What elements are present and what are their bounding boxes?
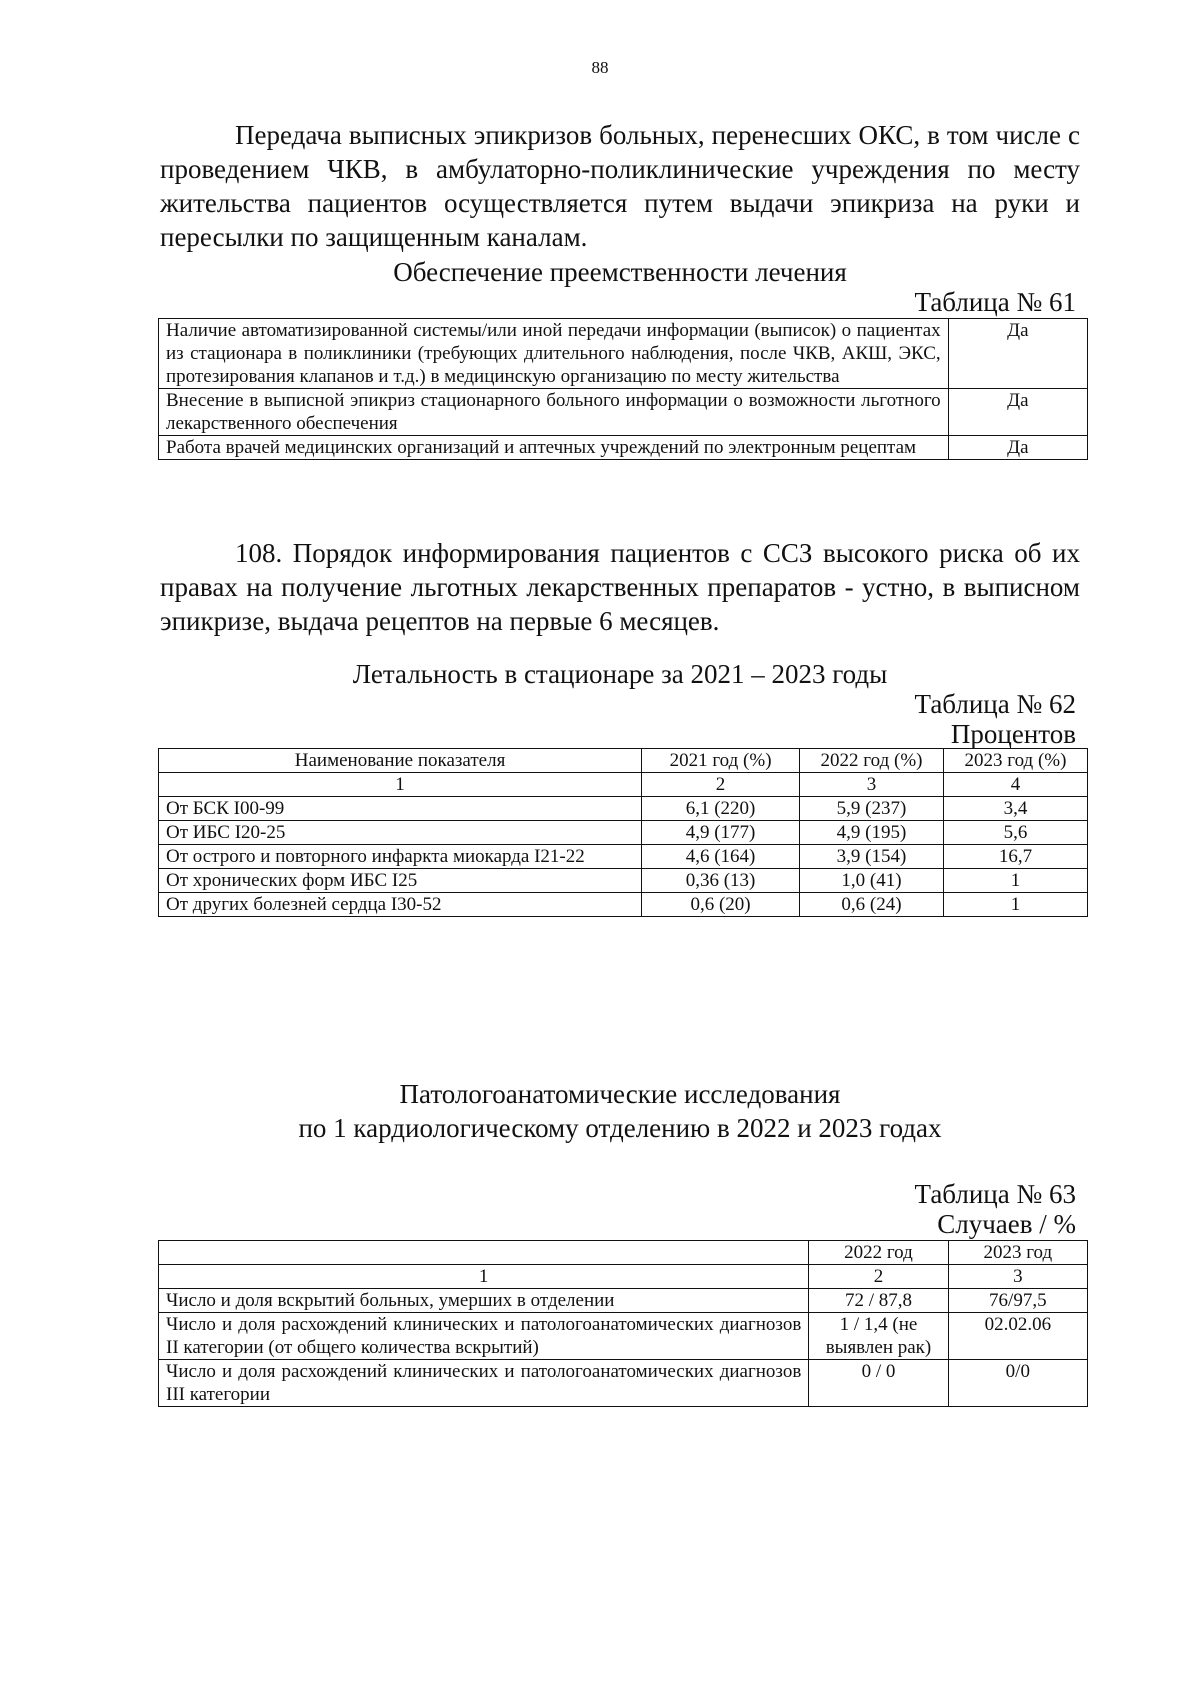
- table-cell: Число и доля расхождений клинических и патологоанатомических диагнозов III категории: [159, 1360, 809, 1407]
- table-row: [159, 389, 1088, 436]
- table-cell: Число и доля вскрытий больных, умерших в отделении: [159, 1289, 809, 1313]
- table-cell: От БСК I00-99: [159, 797, 642, 821]
- table63-label: Таблица № 63: [914, 1179, 1076, 1209]
- table-row: [159, 845, 1088, 869]
- table-row: [159, 436, 1088, 460]
- table63-title-line2: по 1 кардиологическому отделению в 2022 и 2023 годах: [298, 1113, 942, 1143]
- table-cell: 2: [642, 773, 800, 797]
- table-cell: Работа врачей медицинских организаций и аптечных учреждений по электронным рецептам: [159, 436, 949, 460]
- table-cell: 6,1 (220): [642, 797, 800, 821]
- table-cell: 0,6 (24): [800, 893, 944, 917]
- table63-title-line1: Патологоанатомические исследования: [399, 1079, 841, 1109]
- table61-title: Обеспечение преемственности лечения: [393, 257, 847, 287]
- table62-title: Летальность в стационаре за 2021 – 2023 годы: [352, 659, 888, 689]
- table-row: [159, 893, 1088, 917]
- table-row: [159, 821, 1088, 845]
- table-cell: 3: [800, 773, 944, 797]
- table62: [158, 748, 1088, 917]
- table-header-cell: Наименование показателя: [159, 749, 642, 773]
- table-row: [159, 319, 1088, 389]
- table-cell: 5,6: [944, 821, 1088, 845]
- table-cell: От других болезней сердца I30-52: [159, 893, 642, 917]
- table-cell: 76/97,5: [948, 1289, 1087, 1313]
- table61: [158, 318, 1088, 460]
- table-cell: От хронических форм ИБС I25: [159, 869, 642, 893]
- table-row: [159, 1360, 1088, 1407]
- table-header-cell: 2023 год: [948, 1241, 1087, 1265]
- table-header-row: [159, 749, 1088, 773]
- table-cell: 1: [944, 869, 1088, 893]
- table62-unit: Процентов: [950, 719, 1076, 749]
- table-cell: 16,7: [944, 845, 1088, 869]
- table-header-cell: 2021 год (%): [642, 749, 800, 773]
- table63-unit: Случаев / %: [937, 1209, 1076, 1239]
- table-row: [159, 869, 1088, 893]
- table-cell: 0,6 (20): [642, 893, 800, 917]
- table-cell: 3: [948, 1265, 1087, 1289]
- table-cell: 3,4: [944, 797, 1088, 821]
- table-cell: Да: [948, 389, 1087, 436]
- table-cell: От острого и повторного инфаркта миокарда I21-22: [159, 845, 642, 869]
- table-cell: 1: [159, 773, 642, 797]
- table-cell: 3,9 (154): [800, 845, 944, 869]
- table63: [158, 1240, 1088, 1407]
- table-cell: 02.02.06: [948, 1313, 1087, 1360]
- table-header-cell: [159, 1241, 809, 1265]
- table-cell: 0,36 (13): [642, 869, 800, 893]
- table-cell: 1 / 1,4 (не выявлен рак): [809, 1313, 948, 1360]
- table-cell: 0/0: [948, 1360, 1087, 1407]
- table-header-cell: 2023 год (%): [944, 749, 1088, 773]
- table-header-cell: 2022 год (%): [800, 749, 944, 773]
- table-cell: 4,6 (164): [642, 845, 800, 869]
- table-cell: 1: [944, 893, 1088, 917]
- paragraph-108: 108. Порядок информирования пациентов с ССЗ высокого риска об их правах на получение льготных лекарственных препаратов - устно, в выписном эпикризе, выдача рецептов на первые 6 месяцев.: [160, 538, 1080, 636]
- table-cell: 4,9 (195): [800, 821, 944, 845]
- page-number: 88: [591, 58, 609, 77]
- table-header-cell: 2022 год: [809, 1241, 948, 1265]
- table62-label: Таблица № 62: [914, 689, 1076, 719]
- table-cell: 72 / 87,8: [809, 1289, 948, 1313]
- table-cell: 4: [944, 773, 1088, 797]
- table-cell: От ИБС I20-25: [159, 821, 642, 845]
- table-cell: Да: [948, 436, 1087, 460]
- table-cell: 4,9 (177): [642, 821, 800, 845]
- table-cell: 5,9 (237): [800, 797, 944, 821]
- table-number-row: [159, 773, 1088, 797]
- table-row: [159, 1289, 1088, 1313]
- table-cell: Наличие автоматизированной системы/или иной передачи информации (выписок) о пациентах из стационара в поликлиники (требующих длительного наблюдения, после ЧКВ, АКШ, ЭКС, протезирования клапанов и т.д.) в медицинскую организацию по месту жительства: [159, 319, 949, 389]
- table-cell: Да: [948, 319, 1087, 389]
- table-cell: 1: [159, 1265, 809, 1289]
- table61-label: Таблица № 61: [914, 287, 1076, 317]
- table-cell: 2: [809, 1265, 948, 1289]
- table-cell: Внесение в выписной эпикриз стационарного больного информации о возможности льготного лекарственного обеспечения: [159, 389, 949, 436]
- table-header-row: [159, 1241, 1088, 1265]
- table-cell: Число и доля расхождений клинических и патологоанатомических диагнозов II категории (от общего количества вскрытий): [159, 1313, 809, 1360]
- table-row: [159, 1313, 1088, 1360]
- table-row: [159, 797, 1088, 821]
- table-cell: 1,0 (41): [800, 869, 944, 893]
- intro-paragraph: Передача выписных эпикризов больных, перенесших ОКС, в том числе с проведением ЧКВ, в амбулаторно-поликлинические учреждения по месту жительства пациентов осуществляется путем выдачи эпикриза на руки и пересылки по защищенным каналам.: [160, 120, 1080, 252]
- table-number-row: [159, 1265, 1088, 1289]
- table-cell: 0 / 0: [809, 1360, 948, 1407]
